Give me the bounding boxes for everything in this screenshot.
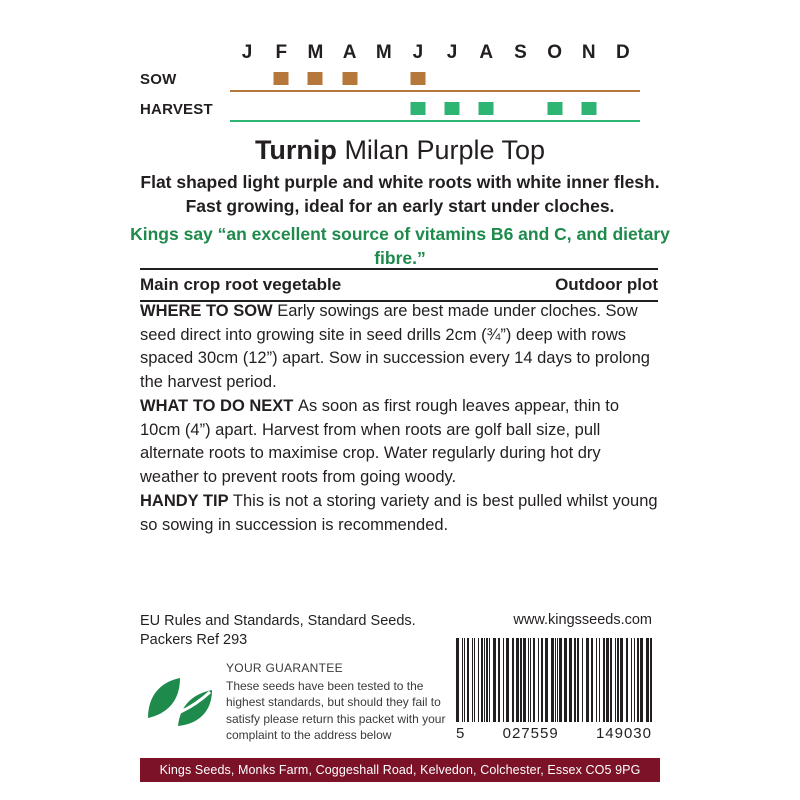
calendar-marker-sow-4 (342, 72, 357, 85)
calendar-month-5: M (375, 42, 392, 63)
calendar-cell-sow-5 (367, 68, 401, 90)
calendar-cell-sow-6 (401, 68, 435, 90)
crop-type-label: Main crop root vegetable (140, 275, 342, 294)
calendar-row-sow (140, 68, 660, 94)
instruction-text-1: Early sowings are best made under cloches. Sow seed direct into growing site in seed drills 2cm (¾”) deep with rows spaced 30cm (12”) apart. Sow in succession every 14 days to prolong the harvest period. (140, 302, 650, 391)
calendar-row-label-sow: SOW (140, 71, 177, 88)
calendar-month-1: J (241, 42, 253, 63)
calendar-row-harvest (140, 98, 660, 124)
guarantee-text: These seeds have been tested to the highest standards, but should they fail to satisfy please return this packet with your complaint to the address below (226, 678, 446, 742)
calendar-cell-sow-12 (606, 68, 640, 90)
guarantee-title: YOUR GUARANTEE (226, 661, 343, 675)
crop-description: Flat shaped light purple and white roots with white inner flesh. Fast growing, ideal for an early start under cloches. (140, 172, 660, 216)
calendar-marker-harvest-10 (547, 102, 562, 115)
barcode-digit-group-2: 027559 (502, 725, 559, 742)
instruction-paragraph-1 (140, 300, 660, 394)
barcode-digit-group-1: 5 (456, 725, 466, 742)
calendar-rule-harvest (230, 120, 640, 122)
website-url[interactable]: www.kingsseeds.com (513, 612, 652, 628)
calendar-cell-sow-9 (503, 68, 537, 90)
guarantee-block (226, 660, 452, 744)
calendar-marker-sow-3 (308, 72, 323, 85)
crop-name: Turnip (254, 135, 337, 165)
calendar-cell-harvest-5 (367, 98, 401, 120)
calendar-cell-sow-11 (572, 68, 606, 90)
calendar-month-11: N (581, 42, 596, 63)
calendar-month-headers (230, 42, 640, 64)
calendar-month-4: A (342, 42, 357, 63)
calendar-cell-sow-7 (435, 68, 469, 90)
calendar-row-label-harvest: HARVEST (140, 101, 213, 118)
instruction-text-3: This is not a storing variety and is best pulled whilst young so sowing in succession is recommended. (140, 492, 658, 534)
calendar-cell-harvest-4 (333, 98, 367, 120)
calendar-cell-sow-10 (538, 68, 572, 90)
calendar-month-9: S (514, 42, 527, 63)
page-title (0, 134, 800, 166)
calendar-cell-sow-3 (298, 68, 332, 90)
barcode-bars (456, 638, 652, 722)
crop-variety: Milan Purple Top (344, 135, 546, 165)
calendar-cell-sow-1 (230, 68, 264, 90)
calendar-cell-harvest-2 (264, 98, 298, 120)
calendar-marker-harvest-11 (581, 102, 596, 115)
instruction-heading-2: WHAT TO DO NEXT (140, 397, 298, 415)
calendar-track-harvest (230, 98, 640, 122)
calendar-marker-sow-2 (274, 72, 289, 85)
sowing-harvest-calendar (140, 42, 660, 124)
plot-type-label: Outdoor plot (555, 275, 658, 294)
kings-say-quote: Kings say “an excellent source of vitamins B6 and C, and dietary fibre.” (130, 224, 670, 268)
barcode (456, 638, 652, 742)
calendar-cell-harvest-12 (606, 98, 640, 120)
calendar-cells-sow (230, 68, 640, 90)
packers-info (140, 612, 416, 650)
calendar-cell-harvest-11 (572, 98, 606, 120)
eu-rules-line: EU Rules and Standards, Standard Seeds. (140, 613, 416, 629)
growing-instructions (140, 300, 660, 538)
instruction-heading-1: WHERE TO SOW (140, 302, 278, 320)
calendar-rule-sow (230, 90, 640, 92)
calendar-month-2: F (275, 42, 288, 63)
calendar-marker-harvest-8 (479, 102, 494, 115)
calendar-month-8: A (479, 42, 494, 63)
calendar-month-10: O (547, 42, 562, 63)
instruction-paragraph-3 (140, 490, 660, 537)
calendar-cells-harvest (230, 98, 640, 120)
calendar-marker-harvest-7 (445, 102, 460, 115)
calendar-month-12: D (616, 42, 630, 63)
calendar-month-7: J (446, 42, 458, 63)
calendar-month-3: M (307, 42, 324, 63)
calendar-cell-sow-8 (469, 68, 503, 90)
barcode-digit-group-3: 149030 (595, 725, 652, 742)
barcode-bar (650, 638, 652, 722)
calendar-month-6: J (412, 42, 424, 63)
calendar-cell-sow-2 (264, 68, 298, 90)
packers-ref-line: Packers Ref 293 (140, 632, 248, 648)
calendar-cell-harvest-1 (230, 98, 264, 120)
calendar-cell-harvest-8 (469, 98, 503, 120)
calendar-track-sow (230, 68, 640, 92)
calendar-cell-harvest-6 (401, 98, 435, 120)
calendar-cell-harvest-7 (435, 98, 469, 120)
divider-top (140, 268, 658, 270)
instruction-text-2: As soon as first rough leaves appear, thin to 10cm (4”) apart. Harvest from when roots are golf ball size, pull alternate roots to maximise crop. Water regularly during hot dry weather to prevent roots from going woody. (140, 397, 619, 486)
calendar-cell-harvest-3 (298, 98, 332, 120)
barcode-digits (456, 725, 652, 742)
calendar-marker-harvest-6 (410, 102, 425, 115)
instruction-heading-3: HANDY TIP (140, 492, 233, 510)
crop-type-row (140, 275, 658, 295)
calendar-cell-sow-4 (333, 68, 367, 90)
calendar-cell-harvest-10 (538, 98, 572, 120)
leaf-logo-icon (140, 668, 218, 736)
address-bar: Kings Seeds, Monks Farm, Coggeshall Road, Kelvedon, Colchester, Essex CO5 9PG (140, 758, 660, 782)
instruction-paragraph-2 (140, 395, 660, 489)
calendar-marker-sow-6 (410, 72, 425, 85)
calendar-cell-harvest-9 (503, 98, 537, 120)
